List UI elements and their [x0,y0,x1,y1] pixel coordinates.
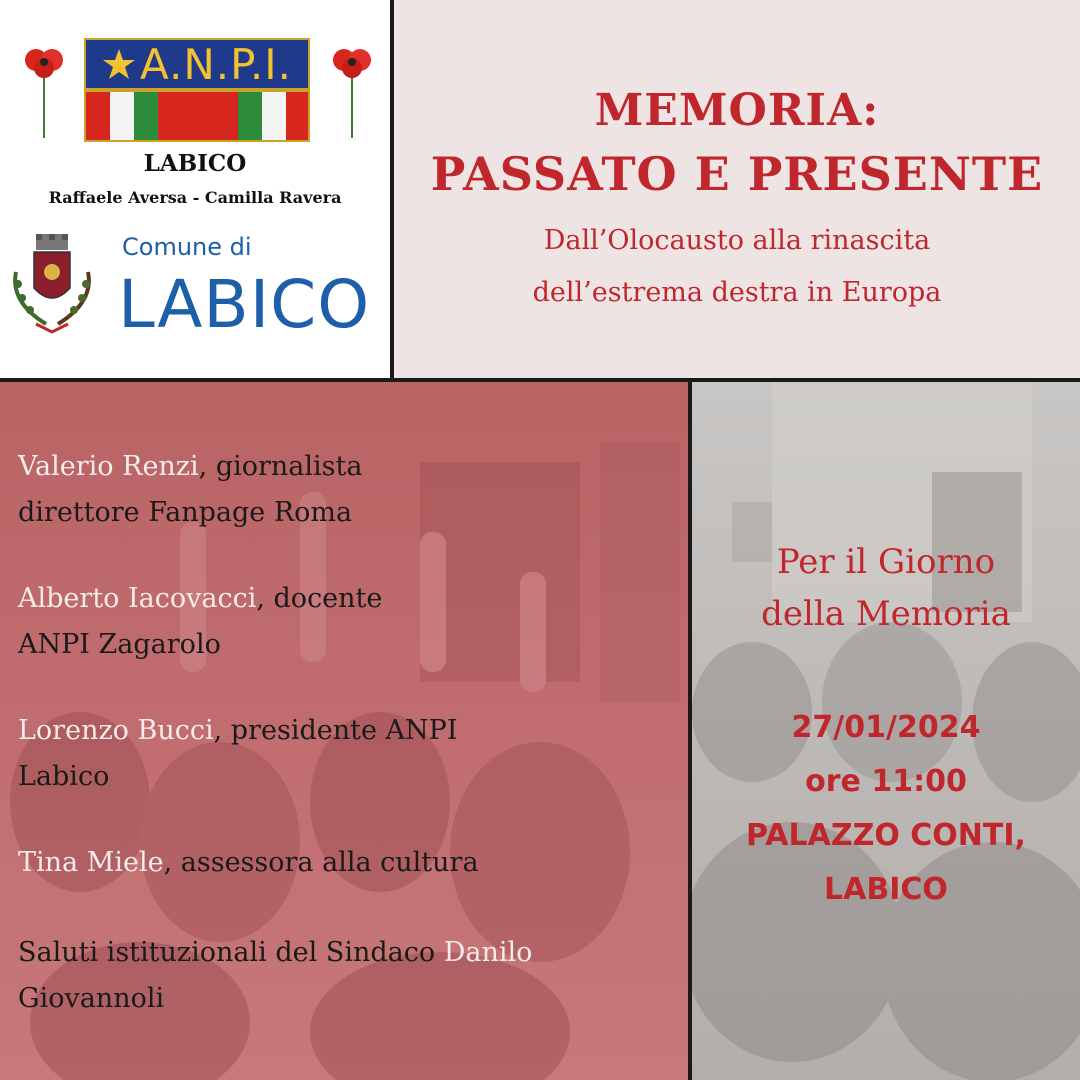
speaker-2-affiliation: ANPI Zagarolo [18,629,221,660]
anpi-logo-band [84,38,310,90]
anpi-logo-flag [84,90,310,142]
speaker-4 [18,840,678,886]
event-occasion-line-2: della Memoria [761,594,1011,634]
logos-panel [0,0,390,378]
speaker-2-role: , docente [256,583,383,614]
event-panel [692,382,1080,1080]
mayor-first-name: Danilo [443,937,533,968]
city-crest-icon [6,232,98,340]
speaker-3-name: Lorenzo Bucci [18,715,214,746]
speaker-3-affiliation: Labico [18,761,110,792]
event-time: ore 11:00 [805,764,967,799]
mayor-last-name: Giovannoli [18,983,165,1014]
subtitle-line-1: Dall’Olocausto alla rinascita [543,225,931,256]
star-icon [102,47,136,81]
speaker-3 [18,708,678,800]
title-line-1: MEMORIA: [594,85,880,136]
event-occasion-line-1: Per il Giorno [776,542,996,582]
poppy-icon [22,42,66,142]
speaker-1-role: , giornalista [198,451,363,482]
anpi-section: LABICO [143,150,247,177]
speakers-panel [0,382,688,1080]
speaker-2-name: Alberto Iacovacci [18,583,257,614]
speaker-4-role: , assessora alla cultura [163,847,479,878]
speaker-3-role: , presidente ANPI [213,715,458,746]
anpi-dedication: Raffaele Aversa - Camilla Ravera [48,188,342,207]
title-line-2: PASSATO E PRESENTE [430,147,1044,201]
anpi-logo [84,38,310,142]
speaker-1-affiliation: direttore Fanpage Roma [18,497,353,528]
event-venue: PALAZZO CONTI, [746,818,1026,853]
title-panel [394,0,1080,378]
anpi-name: A.N.P.I. [140,39,292,89]
speaker-1-name: Valerio Renzi [18,451,199,482]
greetings [18,930,678,1022]
speaker-2 [18,576,678,668]
speaker-4-name: Tina Miele [18,847,164,878]
comune-prefix: Comune di [122,233,252,261]
comune-name: LABICO [118,266,371,343]
event-date: 27/01/2024 [791,710,981,745]
subtitle-line-2: dell’estrema destra in Europa [532,277,942,308]
poppy-icon [330,42,374,142]
event-town: LABICO [824,872,948,907]
speaker-1 [18,444,678,536]
greetings-prefix: Saluti istituzionali del Sindaco [18,937,444,968]
